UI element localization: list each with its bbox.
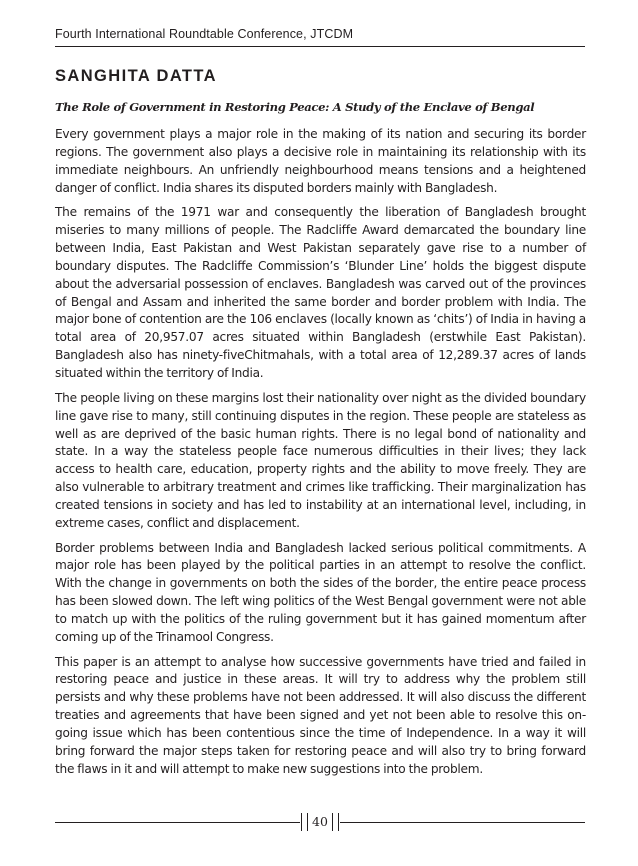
paper-title: The Role of Government in Restoring Peace: A Study of the Enclave of Bengal xyxy=(55,100,535,114)
page-footer xyxy=(55,812,585,832)
footer-rule-right xyxy=(340,822,585,823)
author-name: SANGHITA DATTA xyxy=(55,67,217,85)
running-header: Fourth International Roundtable Conference, JTCDM xyxy=(55,27,354,41)
paragraph: Every government plays a major role in the making of its nation and securing its border regions. The government also plays a decisive role in maintaining its relationship with its immediate neighbours. An unfriendly neighbourhood means tensions and a heightened danger of conflict. India shares its disputed borders mainly with Bangladesh. xyxy=(55,127,586,195)
paragraph: Border problems between India and Bangladesh lacked serious political commitments. A major role has been played by the political parties in an attempt to resolve the conflict. With the change in governments on both the sides of the border, the entire peace process has been slowed down. The left wing politics of the West Bengal government were not able to match up with the politics of the ruling government but it has gained momentum after coming up of the Trinamool Congress. xyxy=(55,540,586,644)
article-body xyxy=(55,126,586,786)
paragraph: This paper is an attempt to analyse how successive governments have tried and failed in restoring peace and justice in these areas. It will try to address why the problem still persists and why these problems have not been addressed. It will also discuss the different treaties and agreements that have been signed and yet not been able to resolve this on-going issue which has been contentious since the time of Independence. In a way it will bring forward the major steps taken for restoring peace and will also try to bring forward the flaws in it and will attempt to make new suggestions into the problem. xyxy=(55,654,586,776)
paragraph: The people living on these margins lost their nationality over night as the divided boundary line gave rise to many, still continuing disputes in the region. These people are stateless as well as are deprived of the basic human rights. There is no legal bond of nationality and state. In a way the stateless people face numerous difficulties in their lives; they lack access to health care, education, property rights and the ability to move freely. They are also vulnerable to arbitrary treatment and crimes like trafficking. Their marginalization has created tensions in society and has led to instability at an international level, including, in extreme cases, conflict and displacement. xyxy=(55,390,586,530)
page-number: 40 xyxy=(312,814,328,829)
header-rule xyxy=(55,46,585,47)
paragraph: The remains of the 1971 war and consequently the liberation of Bangladesh brought miseries to many millions of people. The Radcliffe Award demarcated the boundary line between India, East Pakistan and West Pakistan separately gave rise to a number of boundary disputes. The Radcliffe Commission’s ‘Blunder Line’ holds the biggest dispute about the adversarial possession of enclaves. Bangladesh was carved out of the provinces of Bengal and Assam and inherited the same border and border problem with India. The major bone of contention are the 106 enclaves (locally known as ‘chits’) of India in having a total area of 20,957.07 acres situated within Bangladesh (erstwhile East Pakistan). Bangladesh also has ninety-fiveChitmahals, with a total area of 12,289.37 acres of lands situated within the territory of India. xyxy=(55,205,586,380)
footer-bars-right xyxy=(332,813,339,831)
